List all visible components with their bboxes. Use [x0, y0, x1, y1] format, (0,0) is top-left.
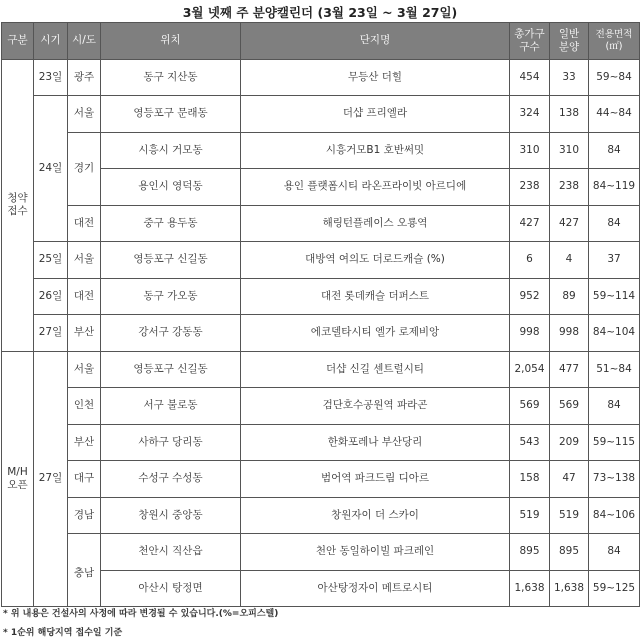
area-cell: 84~106: [589, 497, 640, 534]
location-cell: 영등포구 문래동: [101, 96, 241, 133]
complex-name-cell: 창원자이 더 스카이: [241, 497, 510, 534]
complex-name-cell: 아산탕정자이 메트로시티: [241, 570, 510, 607]
region-cell: 충남: [68, 534, 101, 607]
location-cell: 영등포구 신길동: [101, 242, 241, 279]
location-cell: 사하구 당리동: [101, 424, 241, 461]
complex-name-cell: 한화포레나 부산당리: [241, 424, 510, 461]
category-label: M/H: [7, 465, 28, 478]
general-units-cell: 4: [550, 242, 589, 279]
total-units-cell: 519: [510, 497, 550, 534]
general-units-cell: 238: [550, 169, 589, 206]
location-cell: 시흥시 거모동: [101, 132, 241, 169]
region-cell: 대전: [68, 278, 101, 315]
complex-name-cell: 해링턴플레이스 오룡역: [241, 205, 510, 242]
total-units-cell: 2,054: [510, 351, 550, 388]
general-units-cell: 998: [550, 315, 589, 352]
total-units-cell: 569: [510, 388, 550, 425]
table-row: [2, 96, 640, 133]
region-cell: 부산: [68, 315, 101, 352]
complex-name-cell: 대방역 여의도 더로드캐슬 (%): [241, 242, 510, 279]
area-cell: 37: [589, 242, 640, 279]
header-row: [2, 23, 640, 60]
location-cell: 수성구 수성동: [101, 461, 241, 498]
header-general-line1: 일반: [558, 27, 580, 40]
calendar-table: [1, 22, 640, 607]
footnote-2: * 1순위 해당지역 접수일 기준: [3, 628, 123, 638]
general-units-cell: 47: [550, 461, 589, 498]
total-units-cell: 454: [510, 59, 550, 96]
header-general-line2: 분양: [558, 40, 580, 53]
area-cell: 84~119: [589, 169, 640, 206]
date-cell: 27일: [34, 351, 68, 607]
area-cell: 44~84: [589, 96, 640, 133]
total-units-cell: 952: [510, 278, 550, 315]
region-cell: 서울: [68, 96, 101, 133]
complex-name-cell: 에코델타시티 엘가 로제비앙: [241, 315, 510, 352]
total-units-cell: 895: [510, 534, 550, 571]
general-units-cell: 209: [550, 424, 589, 461]
area-cell: 51~84: [589, 351, 640, 388]
area-cell: 84: [589, 534, 640, 571]
general-units-cell: 427: [550, 205, 589, 242]
header-total-line1: 총가구: [514, 27, 545, 40]
total-units-cell: 238: [510, 169, 550, 206]
category-cell: [2, 351, 34, 607]
area-cell: 84: [589, 132, 640, 169]
location-cell: 동구 지산동: [101, 59, 241, 96]
location-cell: 용인시 영덕동: [101, 169, 241, 206]
header-area: [589, 23, 640, 60]
general-units-cell: 310: [550, 132, 589, 169]
area-cell: 59~115: [589, 424, 640, 461]
location-cell: 아산시 탕정면: [101, 570, 241, 607]
table-row: [2, 534, 640, 571]
area-cell: 84~104: [589, 315, 640, 352]
complex-name-cell: 더샵 신길 센트럴시티: [241, 351, 510, 388]
table-row: [2, 59, 640, 96]
total-units-cell: 427: [510, 205, 550, 242]
complex-name-cell: 검단호수공원역 파라곤: [241, 388, 510, 425]
area-cell: 84: [589, 205, 640, 242]
area-cell: 73~138: [589, 461, 640, 498]
date-cell: 27일: [34, 315, 68, 352]
general-units-cell: 895: [550, 534, 589, 571]
header-total-line2: 구수: [519, 40, 540, 53]
total-units-cell: 6: [510, 242, 550, 279]
total-units-cell: 324: [510, 96, 550, 133]
header-area-line2: (㎡): [605, 40, 623, 52]
category-label: 접수: [7, 205, 28, 217]
header-general: [550, 23, 589, 60]
complex-name-cell: 대전 롯데캐슬 더퍼스트: [241, 278, 510, 315]
category-label: 오픈: [7, 478, 28, 491]
table-row: [2, 388, 640, 425]
header-total: [510, 23, 550, 60]
location-cell: 동구 가오동: [101, 278, 241, 315]
table-row: [2, 497, 640, 534]
general-units-cell: 138: [550, 96, 589, 133]
location-cell: 영등포구 신길동: [101, 351, 241, 388]
category-cell: [2, 59, 34, 351]
region-cell: 대전: [68, 205, 101, 242]
header-region: 시/도: [68, 23, 101, 60]
region-cell: 인천: [68, 388, 101, 425]
location-cell: 창원시 중앙동: [101, 497, 241, 534]
table-row: [2, 461, 640, 498]
region-cell: 경남: [68, 497, 101, 534]
date-cell: 25일: [34, 242, 68, 279]
area-cell: 59~125: [589, 570, 640, 607]
region-cell: 대구: [68, 461, 101, 498]
location-cell: 강서구 강동동: [101, 315, 241, 352]
region-cell: 경기: [68, 132, 101, 205]
general-units-cell: 519: [550, 497, 589, 534]
table-row: [2, 132, 640, 169]
table-row: [2, 242, 640, 279]
complex-name-cell: 더샵 프리엘라: [241, 96, 510, 133]
location-cell: 서구 불로동: [101, 388, 241, 425]
general-units-cell: 89: [550, 278, 589, 315]
location-cell: 천안시 직산읍: [101, 534, 241, 571]
general-units-cell: 1,638: [550, 570, 589, 607]
area-cell: 59~114: [589, 278, 640, 315]
total-units-cell: 310: [510, 132, 550, 169]
header-complex: 단지명: [241, 23, 510, 60]
total-units-cell: 1,638: [510, 570, 550, 607]
date-cell: 26일: [34, 278, 68, 315]
table-row: [2, 315, 640, 352]
table-row: [2, 205, 640, 242]
total-units-cell: 543: [510, 424, 550, 461]
header-area-line1: 전용면적: [595, 28, 633, 40]
location-cell: 중구 용두동: [101, 205, 241, 242]
region-cell: 광주: [68, 59, 101, 96]
complex-name-cell: 시흥거모B1 호반써밋: [241, 132, 510, 169]
category-label: 청약: [7, 191, 28, 204]
table-row: [2, 351, 640, 388]
page-title: 3월 넷째 주 분양캘린더 (3월 23일 ~ 3월 27일): [182, 5, 458, 20]
header-date: 시기: [34, 23, 68, 60]
region-cell: 서울: [68, 242, 101, 279]
date-cell: 24일: [34, 96, 68, 242]
footnote-1: * 위 내용은 건설사의 사정에 따라 변경될 수 있습니다.(%=오피스텔): [3, 609, 279, 619]
general-units-cell: 569: [550, 388, 589, 425]
date-cell: 23일: [34, 59, 68, 96]
table-row: [2, 424, 640, 461]
table-row: [2, 278, 640, 315]
general-units-cell: 33: [550, 59, 589, 96]
area-cell: 59~84: [589, 59, 640, 96]
region-cell: 서울: [68, 351, 101, 388]
complex-name-cell: 용인 플랫폼시티 라온프라이빗 아르디에: [241, 169, 510, 206]
header-location: 위치: [101, 23, 241, 60]
general-units-cell: 477: [550, 351, 589, 388]
complex-name-cell: 무등산 더힐: [241, 59, 510, 96]
header-category: 구분: [2, 23, 34, 60]
complex-name-cell: 천안 동일하이빌 파크레인: [241, 534, 510, 571]
area-cell: 84: [589, 388, 640, 425]
complex-name-cell: 범어역 파크드림 디아르: [241, 461, 510, 498]
region-cell: 부산: [68, 424, 101, 461]
total-units-cell: 158: [510, 461, 550, 498]
total-units-cell: 998: [510, 315, 550, 352]
